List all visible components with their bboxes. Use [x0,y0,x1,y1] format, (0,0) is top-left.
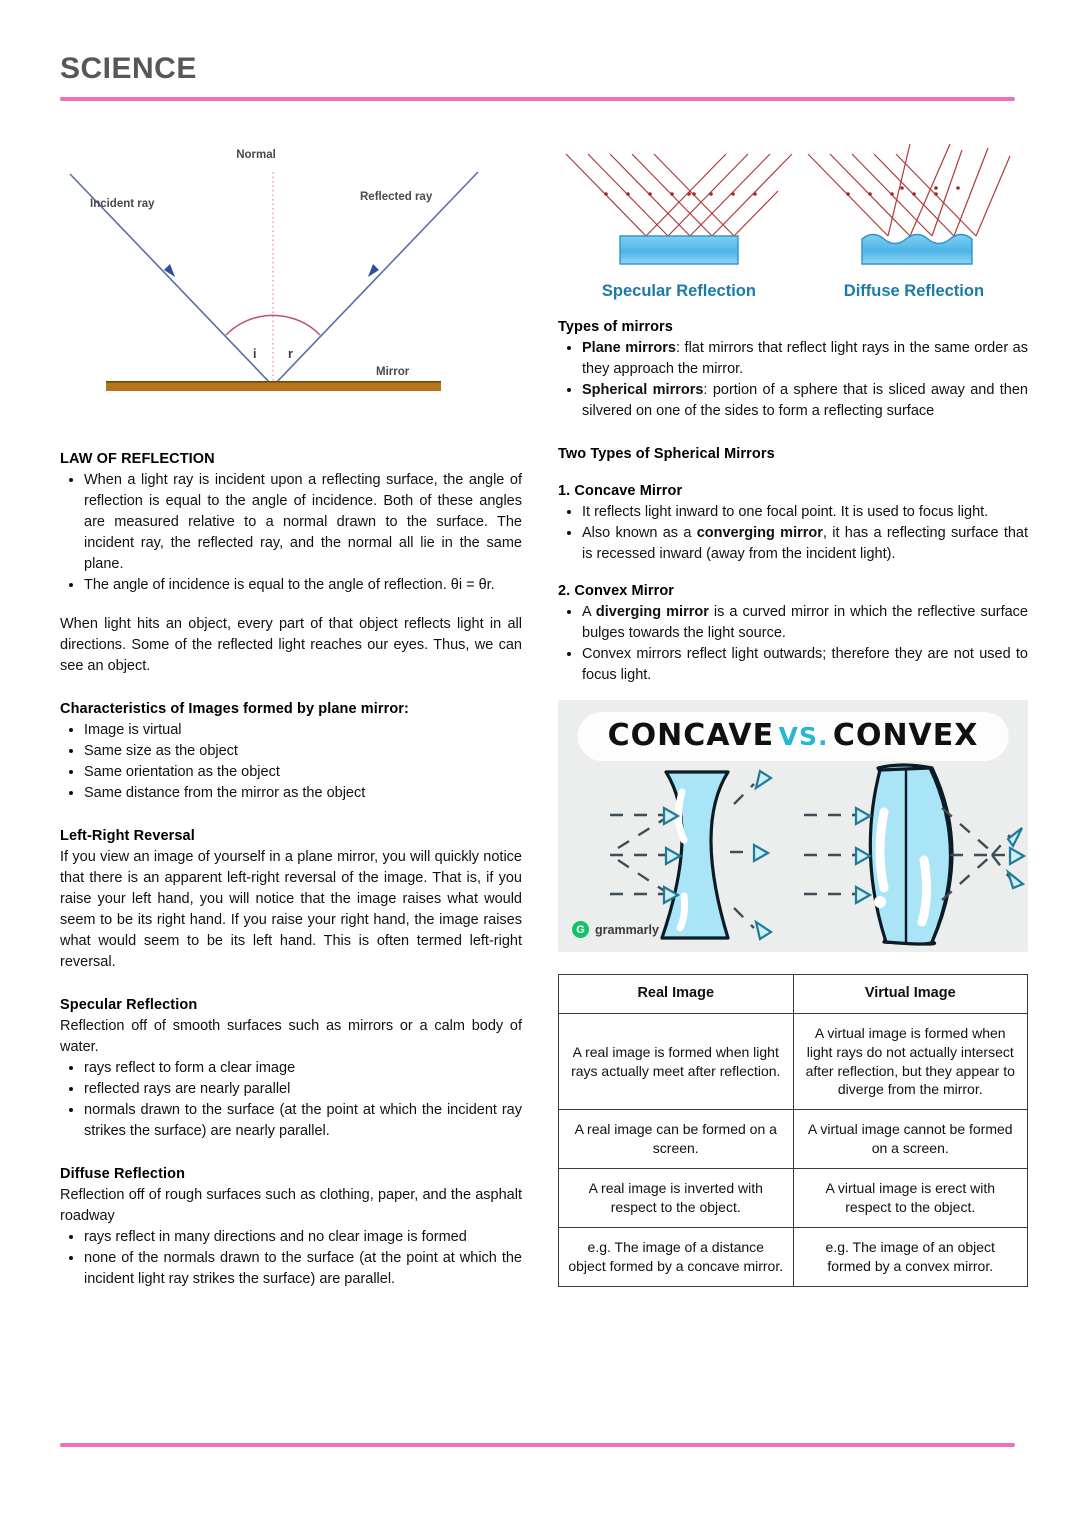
term-converging-mirror: converging mirror [696,525,823,542]
table-row [559,1013,1028,1110]
label-mirror: Mirror [376,366,410,378]
list-item: • rays reflect to form a clear image [84,1058,522,1079]
heading-diffuse-reflection: Diffuse Reflection [60,1166,186,1183]
term-plane-mirrors-text: : flat mirrors that reflect light rays in the same order as they approach the mirror. [582,340,1028,378]
law-of-reflection-list [60,470,522,596]
heading-specular-reflection: Specular Reflection [60,997,198,1014]
concave-text-pre: Also known as a [582,525,697,542]
real-vs-virtual-image-table [558,974,1028,1286]
caption-diffuse-reflection: Diffuse Reflection [843,282,985,300]
grammarly-label: grammarly [595,922,659,937]
table-cell: A virtual image cannot be formed on a screen. [793,1110,1028,1169]
table-cell: A virtual image is erect with respect to the object. [793,1169,1028,1228]
grammarly-logo-icon: G [572,921,589,938]
label-normal: Normal [236,149,276,161]
concave-text-post: , it has a reflecting surface that is recessed inward (away from the incident light). [582,525,1028,563]
list-item: • Image is virtual [84,720,522,741]
list-item: • rays reflect in many directions and no clear image is formed [84,1227,522,1248]
list-item [582,602,1028,644]
list-item: • The angle of incidence is equal to the angle of reflection. θi = θr. [84,575,522,596]
left-column [60,136,522,1290]
term-diverging-mirror: diverging mirror [595,604,709,621]
list-item: • reflected rays are nearly parallel [84,1079,522,1100]
table-row [559,1169,1028,1228]
heading-plane-mirror-images: Characteristics of Images formed by plane mirror: [60,701,409,718]
lens-title-convex: CONVEX [832,718,979,754]
heading-two-types-spherical-mirrors: Two Types of Spherical Mirrors [558,446,775,463]
caption-specular-reflection: Specular Reflection [601,282,756,300]
paragraph-diffuse-reflection: Reflection off of rough surfaces such as clothing, paper, and the asphalt roadway [60,1187,522,1225]
term-spherical-mirrors-text: : portion of a sphere that is sliced away and then silvered on one of the sides to form a reflecting surface [582,382,1028,420]
label-incident-ray: Incident ray [90,198,155,210]
convex-text-pre: A [582,604,596,621]
paragraph-left-right-reversal: If you view an image of yourself in a plane mirror, you will quickly notice that there is an apparent left-right reversal of the image. That is, if you raise your left hand, you will notice that the image raises what would seem to be its right hand. If you raise your right hand, the image raises what would seem to be its left hand. This is often termed left-right reversal. [60,849,522,971]
convex-text-post: is a curved mirror in which the reflective surface bulges towards the light source. [582,604,1028,642]
heading-types-of-mirrors: Types of mirrors [558,319,673,335]
table-row [559,1227,1028,1286]
right-column [558,136,1028,1287]
list-item: • normals drawn to the surface (at the point at which the incident ray strikes the surface) are nearly parallel. [84,1100,522,1142]
label-angle-i: i [253,347,257,361]
heading-left-right-reversal: Left-Right Reversal [60,828,195,845]
list-item [582,338,1028,380]
types-of-mirrors-list [558,338,1028,422]
paragraph-specular-reflection: Reflection off of smooth surfaces such as mirrors or a calm body of water. [60,1018,522,1056]
column-header-real-image: Real Image [559,975,794,1014]
convex-mirror-list [558,602,1028,686]
table-cell: e.g. The image of a distance object formed by a concave mirror. [559,1227,794,1286]
column-header-virtual-image: Virtual Image [793,975,1028,1014]
concave-mirror-list [558,502,1028,565]
table-row [559,1110,1028,1169]
paragraph-seeing-objects: When light hits an object, every part of that object reflects light in all directions. Some of the reflected light reaches our eyes. Thus, we can see an object. [60,616,522,675]
list-item: • Convex mirrors reflect light outwards; therefore they are not used to focus light. [582,644,1028,686]
table-cell: e.g. The image of an object formed by a convex mirror. [793,1227,1028,1286]
table-cell: A real image can be formed on a screen. [559,1110,794,1169]
plane-mirror-images-list [60,720,522,804]
list-item [582,523,1028,565]
diffuse-reflection-list [60,1227,522,1290]
specular-reflection-list [60,1058,522,1142]
list-item: • When a light ray is incident upon a reflecting surface, the angle of reflection is equal to the angle of incidence. Both of these angles are measured relative to a normal drawn to the surface. The incident ray, the reflected ray, and the normal all lie in the same plane. [84,470,522,575]
concave-vs-convex-illustration [558,700,1028,952]
heading-convex-mirror: 2. Convex Mirror [558,583,675,600]
list-item: • none of the normals drawn to the surface (at the point at which the incident light ray strikes the surface) are parallel. [84,1248,522,1290]
list-item [582,380,1028,422]
header-divider [60,97,1015,101]
table-cell: A real image is formed when light rays actually meet after reflection. [559,1013,794,1110]
list-item: • It reflects light inward to one focal point. It is used to focus light. [582,502,1028,523]
heading-law-of-reflection: LAW OF REFLECTION [60,451,215,467]
table-cell: A real image is inverted with respect to the object. [559,1169,794,1228]
term-plane-mirrors: Plane mirrors [582,340,676,356]
list-item: • Same orientation as the object [84,762,522,783]
list-item: • Same distance from the mirror as the object [84,783,522,804]
grammarly-watermark [572,921,659,938]
label-angle-r: r [288,347,293,361]
footer-divider [60,1443,1015,1447]
table-cell: A virtual image is formed when light rays do not actually intersect after reflection, but they appear to diverge from the mirror. [793,1013,1028,1110]
label-reflected-ray: Reflected ray [360,191,433,203]
page-title: SCIENCE [60,52,197,85]
lens-title-vs: VS. [778,722,829,752]
table-header-row [559,975,1028,1014]
specular-diffuse-captions [558,282,1028,301]
term-spherical-mirrors: Spherical mirrors [582,382,704,399]
law-of-reflection-diagram [60,136,492,433]
specular-vs-diffuse-diagram [558,136,1028,311]
lens-title-concave: CONCAVE [607,718,775,754]
list-item: • Same size as the object [84,741,522,762]
heading-concave-mirror: 1. Concave Mirror [558,483,683,500]
